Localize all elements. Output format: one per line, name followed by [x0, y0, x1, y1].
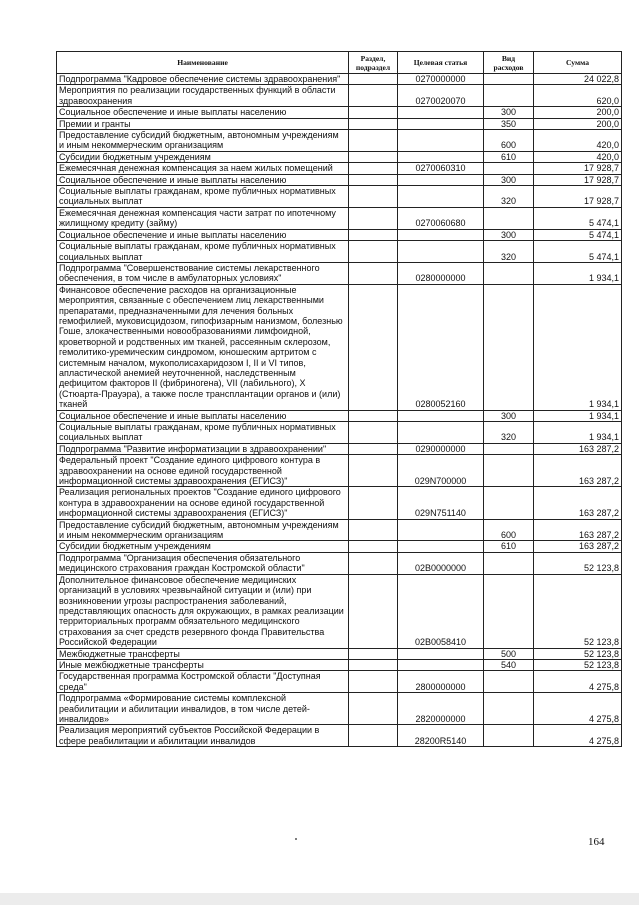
cell-code: 0280052160: [398, 284, 484, 410]
cell-sec: [349, 648, 398, 659]
table-row: [57, 151, 622, 162]
cell-kind: 300: [484, 410, 534, 421]
table-row: [57, 648, 622, 659]
cell-kind: [484, 443, 534, 454]
cell-kind: 350: [484, 118, 534, 129]
cell-sum: 5 474,1: [534, 207, 622, 229]
cell-sec: [349, 487, 398, 519]
cell-kind: 320: [484, 186, 534, 208]
cell-code: [398, 107, 484, 118]
cell-sec: [349, 552, 398, 574]
header-kind: Вид расходов: [484, 52, 534, 74]
cell-name: Предоставление субсидий бюджетным, автономным учреждениям и иным некоммерческим организациям: [57, 519, 349, 541]
cell-code: [398, 422, 484, 444]
cell-sum: 163 287,2: [534, 443, 622, 454]
cell-kind: 500: [484, 648, 534, 659]
cell-sum: 163 287,2: [534, 541, 622, 552]
cell-code: 029N751140: [398, 487, 484, 519]
cell-name: Государственная программа Костромской области "Доступная среда": [57, 671, 349, 693]
cell-kind: 600: [484, 130, 534, 152]
cell-sum: 52 123,8: [534, 552, 622, 574]
cell-sum: 1 934,1: [534, 262, 622, 284]
cell-sec: [349, 186, 398, 208]
table-row: [57, 725, 622, 747]
table-header-row: [57, 52, 622, 74]
cell-kind: 320: [484, 241, 534, 263]
cell-sum: 1 934,1: [534, 284, 622, 410]
cell-code: [398, 659, 484, 670]
cell-name: Ежемесячная денежная компенсация части затрат по ипотечному жилищному кредиту (займу): [57, 207, 349, 229]
cell-kind: 600: [484, 519, 534, 541]
cell-sum: 5 474,1: [534, 241, 622, 263]
cell-name: Финансовое обеспечение расходов на организационные мероприятия, связанные с обеспечением лиц лекарственными препаратами, предназначенными для лечения больных гемофилией, муковисцидозом, гипофизарным нанизмом, болезнью Гоше, злокачественными новообразованиями лимфоидной, кроветворной и родственных им тканей, рассеянным склерозом, гемолитико-уремическим синдромом, юношеским артритом с системным началом, мукополисахаридозом I, II и VI типов, апластической анемией неуточненной, наследственным дефицитом факторов II (фибриногена), VII (лабильного), X (Стюарта-Прауэра), а также после трансплантации органов и (или) тканей: [57, 284, 349, 410]
cell-name: Премии и гранты: [57, 118, 349, 129]
table-row: [57, 130, 622, 152]
cell-name: Социальные выплаты гражданам, кроме публичных нормативных социальных выплат: [57, 241, 349, 263]
cell-kind: 610: [484, 151, 534, 162]
cell-kind: [484, 74, 534, 85]
cell-sum: 420,0: [534, 130, 622, 152]
cell-sum: 420,0: [534, 151, 622, 162]
cell-kind: [484, 455, 534, 487]
cell-sec: [349, 422, 398, 444]
cell-sec: [349, 693, 398, 725]
cell-sum: 4 275,8: [534, 725, 622, 747]
cell-name: Подпрограмма "Организация обеспечения обязательного медицинского страхования граждан Костромской области": [57, 552, 349, 574]
cell-kind: [484, 574, 534, 648]
cell-name: Субсидии бюджетным учреждениям: [57, 151, 349, 162]
cell-sec: [349, 118, 398, 129]
cell-sec: [349, 519, 398, 541]
header-name: Наименование: [57, 52, 349, 74]
cell-kind: [484, 85, 534, 107]
cell-name: Реализация мероприятий субъектов Российской Федерации в сфере реабилитации и абилитации инвалидов: [57, 725, 349, 747]
cell-sec: [349, 659, 398, 670]
table-row: [57, 118, 622, 129]
cell-sum: 17 928,7: [534, 174, 622, 185]
cell-sum: 5 474,1: [534, 229, 622, 240]
cell-name: Ежемесячная денежная компенсация за наем жилых помещений: [57, 163, 349, 174]
cell-sec: [349, 725, 398, 747]
cell-sum: 24 022,8: [534, 74, 622, 85]
cell-kind: 540: [484, 659, 534, 670]
cell-name: Подпрограмма "Кадровое обеспечение системы здравоохранения": [57, 74, 349, 85]
cell-code: [398, 174, 484, 185]
cell-name: Межбюджетные трансферты: [57, 648, 349, 659]
cell-kind: [484, 693, 534, 725]
header-target: Целевая статья: [398, 52, 484, 74]
cell-name: Социальные выплаты гражданам, кроме публичных нормативных социальных выплат: [57, 422, 349, 444]
cell-sec: [349, 107, 398, 118]
cell-kind: [484, 487, 534, 519]
table-row: [57, 443, 622, 454]
cell-kind: 300: [484, 229, 534, 240]
table-row: [57, 422, 622, 444]
table-row: [57, 207, 622, 229]
cell-kind: 300: [484, 174, 534, 185]
table-body: [57, 74, 622, 747]
cell-code: 029N700000: [398, 455, 484, 487]
cell-code: 0280000000: [398, 262, 484, 284]
table-row: [57, 284, 622, 410]
cell-name: Социальное обеспечение и иные выплаты населению: [57, 174, 349, 185]
cell-sum: 163 287,2: [534, 519, 622, 541]
cell-sec: [349, 410, 398, 421]
cell-sum: 4 275,8: [534, 693, 622, 725]
cell-sum: 17 928,7: [534, 186, 622, 208]
header-section: Раздел, подраздел: [349, 52, 398, 74]
table-row: [57, 693, 622, 725]
cell-sum: 1 934,1: [534, 410, 622, 421]
cell-code: [398, 151, 484, 162]
cell-name: Реализация региональных проектов "Создание единого цифрового контура в здравоохранении на основе единой государственной информационной системы здравоохранения (ЕГИСЗ)": [57, 487, 349, 519]
cell-sec: [349, 74, 398, 85]
cell-code: 02В0058410: [398, 574, 484, 648]
table-row: [57, 186, 622, 208]
cell-kind: [484, 552, 534, 574]
table-row: [57, 174, 622, 185]
table-row: [57, 659, 622, 670]
header-sum: Сумма: [534, 52, 622, 74]
table-row: [57, 107, 622, 118]
budget-table: [56, 51, 622, 747]
cell-sec: [349, 455, 398, 487]
cell-sum: 52 123,8: [534, 574, 622, 648]
cell-code: 0290000000: [398, 443, 484, 454]
cell-code: 2820000000: [398, 693, 484, 725]
cell-code: 28200R5140: [398, 725, 484, 747]
cell-code: [398, 519, 484, 541]
cell-sec: [349, 151, 398, 162]
table-row: [57, 574, 622, 648]
cell-kind: [484, 284, 534, 410]
table-row: [57, 229, 622, 240]
cell-sec: [349, 671, 398, 693]
table-row: [57, 541, 622, 552]
cell-kind: [484, 725, 534, 747]
cell-sec: [349, 574, 398, 648]
cell-sec: [349, 241, 398, 263]
cell-code: [398, 229, 484, 240]
table-row: [57, 262, 622, 284]
cell-name: Социальное обеспечение и иные выплаты населению: [57, 410, 349, 421]
cell-sec: [349, 207, 398, 229]
cell-sec: [349, 130, 398, 152]
cell-sec: [349, 262, 398, 284]
cell-name: Иные межбюджетные трансферты: [57, 659, 349, 670]
cell-sum: 1 934,1: [534, 422, 622, 444]
cell-name: Мероприятия по реализации государственных функций в области здравоохранения: [57, 85, 349, 107]
cell-name: Социальное обеспечение и иные выплаты населению: [57, 229, 349, 240]
cell-code: [398, 541, 484, 552]
cell-sum: 163 287,2: [534, 487, 622, 519]
cell-name: Социальные выплаты гражданам, кроме публичных нормативных социальных выплат: [57, 186, 349, 208]
table-row: [57, 552, 622, 574]
table-row: [57, 487, 622, 519]
cell-sum: 52 123,8: [534, 648, 622, 659]
cell-code: [398, 186, 484, 208]
cell-name: Предоставление субсидий бюджетным, автономным учреждениям и иным некоммерческим организациям: [57, 130, 349, 152]
table-row: [57, 85, 622, 107]
cell-sum: 200,0: [534, 118, 622, 129]
table-row: [57, 671, 622, 693]
cell-sec: [349, 174, 398, 185]
cell-code: [398, 648, 484, 659]
cell-sec: [349, 541, 398, 552]
cell-name: Подпрограмма "Развитие информатизации в здравоохранении": [57, 443, 349, 454]
cell-code: [398, 130, 484, 152]
cell-sum: 620,0: [534, 85, 622, 107]
cell-name: Дополнительное финансовое обеспечение медицинских организаций в условиях чрезвычайной ситуации и (или) при возникновении угрозы распространения заболеваний, представляющих опасность для окружающих, в рамках реализации территориальных программ обязательного медицинского страхования за счет средств резервного фонда Правительства Российской Федерации: [57, 574, 349, 648]
cell-kind: 320: [484, 422, 534, 444]
cell-code: 02В0000000: [398, 552, 484, 574]
cell-kind: [484, 163, 534, 174]
cell-name: Социальное обеспечение и иные выплаты населению: [57, 107, 349, 118]
cell-code: 0270000000: [398, 74, 484, 85]
cell-code: 0270020070: [398, 85, 484, 107]
cell-sec: [349, 163, 398, 174]
cell-code: [398, 118, 484, 129]
cell-kind: 610: [484, 541, 534, 552]
scan-dot: [295, 838, 297, 840]
page-number: 164: [588, 836, 605, 848]
cell-name: Федеральный проект "Создание единого цифрового контура в здравоохранении на основе единой государственной информационной системы здравоохранения (ЕГИСЗ)": [57, 455, 349, 487]
table-row: [57, 519, 622, 541]
cell-kind: [484, 262, 534, 284]
cell-sum: 52 123,8: [534, 659, 622, 670]
table-row: [57, 410, 622, 421]
cell-sec: [349, 443, 398, 454]
cell-name: Подпрограмма «Формирование системы комплексной реабилитации и абилитации инвалидов, в том числе детей-инвалидов»: [57, 693, 349, 725]
cell-name: Подпрограмма "Совершенствование системы лекарственного обеспечения, в том числе в амбулаторных условиях": [57, 262, 349, 284]
cell-sum: 200,0: [534, 107, 622, 118]
cell-sum: 163 287,2: [534, 455, 622, 487]
table-row: [57, 241, 622, 263]
cell-sec: [349, 284, 398, 410]
cell-sec: [349, 229, 398, 240]
cell-sum: 17 928,7: [534, 163, 622, 174]
cell-kind: [484, 207, 534, 229]
cell-code: 0270060680: [398, 207, 484, 229]
cell-code: 2800000000: [398, 671, 484, 693]
table-row: [57, 455, 622, 487]
cell-code: 0270060310: [398, 163, 484, 174]
cell-name: Субсидии бюджетным учреждениям: [57, 541, 349, 552]
cell-sec: [349, 85, 398, 107]
cell-kind: [484, 671, 534, 693]
cell-code: [398, 410, 484, 421]
cell-sum: 4 275,8: [534, 671, 622, 693]
table-row: [57, 74, 622, 85]
bottom-strip: [0, 893, 639, 905]
cell-code: [398, 241, 484, 263]
cell-kind: 300: [484, 107, 534, 118]
table-row: [57, 163, 622, 174]
